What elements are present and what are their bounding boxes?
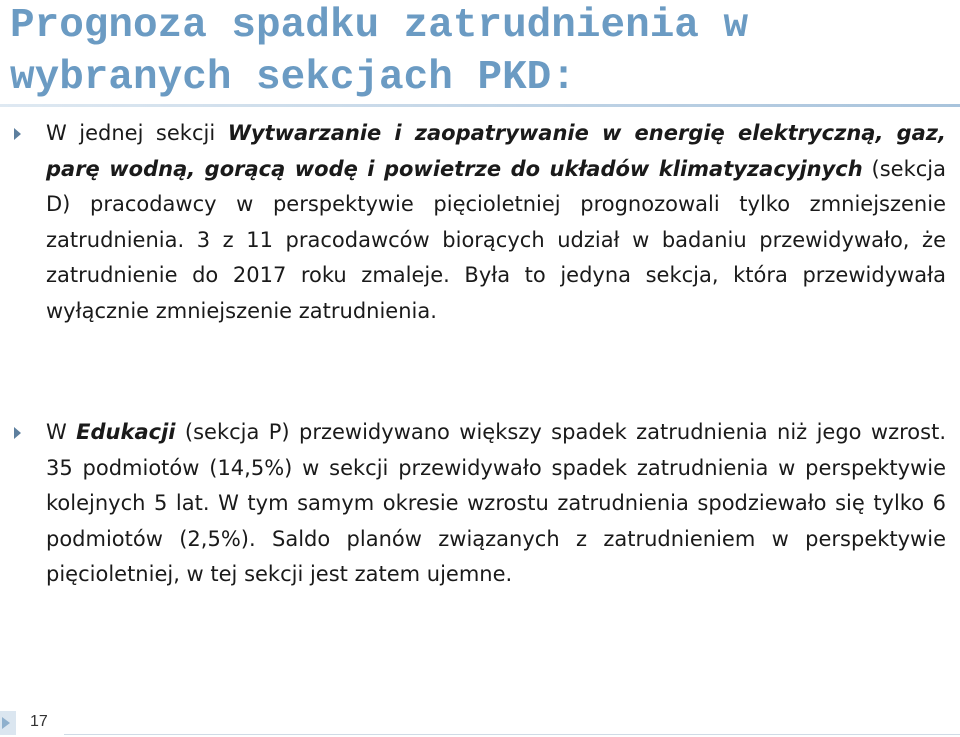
- slide-footer: [0, 707, 960, 737]
- bullet-text-emphasis: Wytwarzanie i zaopatrywanie w energię elektryczną, gaz, parę wodną, gorącą wodę i powietrze do układów klimatyzacyjnych: [46, 121, 946, 181]
- bullet-item-section-p: [14, 415, 946, 593]
- bullet-text-body: (sekcja D) pracodawcy w perspektywie pięcioletniej prognozowali tylko zmniejszenie zatrudnienia. 3 z 11 pracodawców biorących udział w badaniu przewidywało, że zatrudnienie do 2017 roku zmaleje. Była to jedyna sekcja, która przewidywała wyłącznie zmniejszenie zatrudnienia.: [46, 156, 946, 323]
- slide-title: Prognoza spadku zatrudnienia w wybranych sekcjach PKD:: [10, 3, 749, 101]
- bullet-text-lead: W: [46, 420, 77, 444]
- title-divider: [0, 104, 960, 107]
- bullet-item-section-d: [14, 116, 946, 329]
- bullet-text-body: (sekcja P) przewidywano większy spadek zatrudnienia niż jego wzrost. 35 podmiotów (14,5%) w sekcji przewidywało spadek zatrudnienia w perspektywie kolejnych 5 lat. W tym samym okresie wzrostu zatrudnienia spodziewało się tylko 6 podmiotów (2,5%). Saldo planów związanych z zatrudnieniem w perspektywie pięcioletniej, w tej sekcji jest zatem ujemne.: [46, 420, 946, 586]
- bullet-arrow-icon: [14, 128, 21, 140]
- bullet-text: [46, 116, 946, 329]
- bullet-text-emphasis: Edukacji: [76, 420, 176, 444]
- bullet-text-lead: W jednej sekcji: [46, 121, 228, 145]
- page-number: 17: [30, 713, 48, 730]
- footer-chevron-icon: [2, 717, 10, 729]
- footer-divider: [64, 734, 960, 735]
- bullet-arrow-icon: [14, 427, 21, 439]
- bullet-text: [46, 415, 946, 593]
